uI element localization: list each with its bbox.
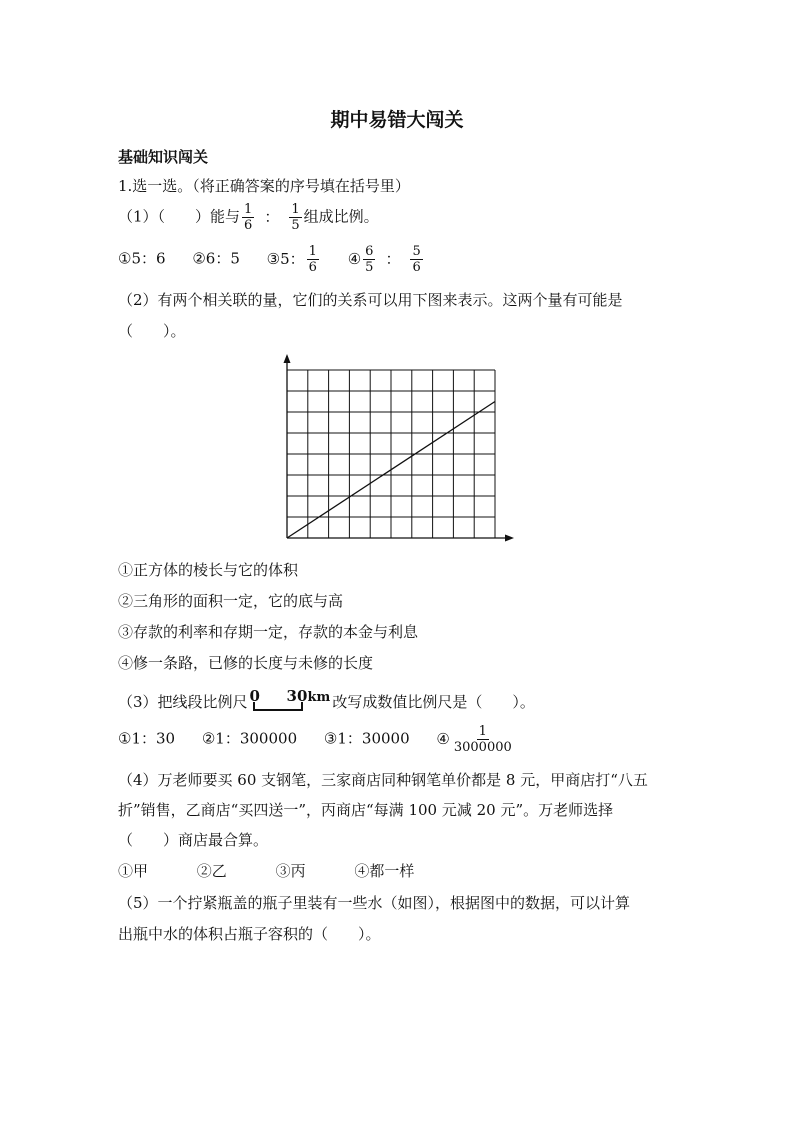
option-2: ②乙: [196, 862, 227, 880]
q1-part2-line2: （ ）。: [118, 322, 186, 340]
fraction-numerator: 5: [412, 244, 421, 259]
fraction-denominator: 5: [365, 260, 374, 275]
q1-part2-option-2: ②三角形的面积一定，它的底与高: [118, 592, 344, 610]
ratio-colon: ：: [385, 249, 401, 268]
fraction-one-three-million: [452, 724, 514, 755]
fraction-one-sixth: [242, 202, 254, 233]
scale-unit: km: [307, 690, 331, 705]
option-4-label: ④: [347, 249, 362, 268]
option-3: ③1：30000: [323, 729, 410, 748]
option-1: ①甲: [118, 862, 149, 880]
q1-part4-line2: 折”销售，乙商店“买四送一”，丙商店“每满 100 元减 20 元”。万老师选择: [118, 801, 614, 819]
q1-part5-line2: 出瓶中水的体积占瓶子容积的（ ）。: [118, 925, 381, 943]
fraction-denominator: 3000000: [453, 740, 512, 755]
fraction-numerator: 1: [308, 244, 317, 259]
x-axis-arrow: [505, 535, 514, 542]
q1-part3-suffix: 改写成数值比例尺是（ ）。: [332, 693, 535, 711]
fraction-denominator: 6: [412, 260, 421, 275]
option-1: ①5：6: [118, 249, 166, 268]
q1-part5-line1: （5）一个拧紧瓶盖的瓶子里装有一些水（如图），根据图中的数据，可以计算: [118, 894, 631, 912]
fraction-numerator: 6: [365, 244, 374, 259]
scale-end-label: 30: [286, 687, 308, 705]
q1-part3-options: [118, 724, 516, 755]
option-4: [347, 244, 425, 275]
option-4-label: ④: [436, 729, 450, 748]
y-axis-arrow: [284, 354, 291, 363]
q1-part3-prefix: （3）把线段比例尺: [118, 693, 248, 711]
scale-bar: [253, 709, 302, 711]
fraction-numerator: 1: [478, 724, 487, 739]
fraction-six-fifths: [363, 244, 375, 275]
q1-part2-option-1: ①正方体的棱长与它的体积: [118, 561, 299, 579]
scale-tick-right: [301, 702, 303, 711]
q1-part1-suffix: 组成比例。: [303, 207, 379, 226]
line-segment-scale: [250, 689, 306, 713]
q1-part1-stem: [118, 202, 379, 233]
scale-tick-left: [253, 702, 255, 711]
q1-part1-prefix: （1）（ ）能与: [118, 207, 241, 226]
ratio-colon: ：: [264, 207, 280, 226]
option-1: ①1：30: [118, 729, 176, 748]
fraction-one-fifth: [289, 202, 301, 233]
option-2: ②6：5: [192, 249, 240, 268]
fraction-denominator: 5: [291, 218, 300, 233]
q1-part4-options: [118, 861, 414, 881]
option-4: [436, 724, 515, 755]
fraction-five-sixths: [410, 244, 422, 275]
q1-part4-line1: （4）万老师要买 60 支钢笔，三家商店同种钢笔单价都是 8 元，甲商店打“八五: [118, 771, 648, 789]
fraction-numerator: 1: [244, 202, 253, 217]
q1-part2-option-3: ③存款的利率和存期一定，存款的本金与利息: [118, 623, 419, 641]
graph-grid: [287, 370, 495, 538]
q1-part2-line1: （2）有两个相关联的量，它们的关系可以用下图来表示。这两个量有可能是: [118, 291, 623, 309]
option-4: ④都一样: [354, 862, 415, 880]
page-title: 期中易错大闯关: [330, 109, 464, 131]
q1-part2-option-4: ④修一条路，已修的长度与未修的长度: [118, 654, 374, 672]
option-2: ②1：300000: [201, 729, 298, 748]
option-3: [266, 244, 321, 275]
scale-start-label: 0: [249, 687, 260, 705]
fraction-numerator: 1: [291, 202, 300, 217]
q1-part3-stem: [118, 688, 535, 713]
section-heading: 基础知识闯关: [118, 148, 209, 166]
option-3: ③丙: [275, 862, 306, 880]
q1-part1-options: [118, 244, 425, 275]
q1-part4-line3: （ ）商店最合算。: [118, 831, 269, 849]
relationship-graph: [278, 352, 518, 548]
fraction-one-sixth: [307, 244, 319, 275]
fraction-denominator: 6: [308, 260, 317, 275]
fraction-denominator: 6: [244, 218, 253, 233]
q1-heading: 1.选一选。（将正确答案的序号填在括号里）: [118, 177, 410, 195]
option-3-label: ③5：: [266, 249, 305, 268]
